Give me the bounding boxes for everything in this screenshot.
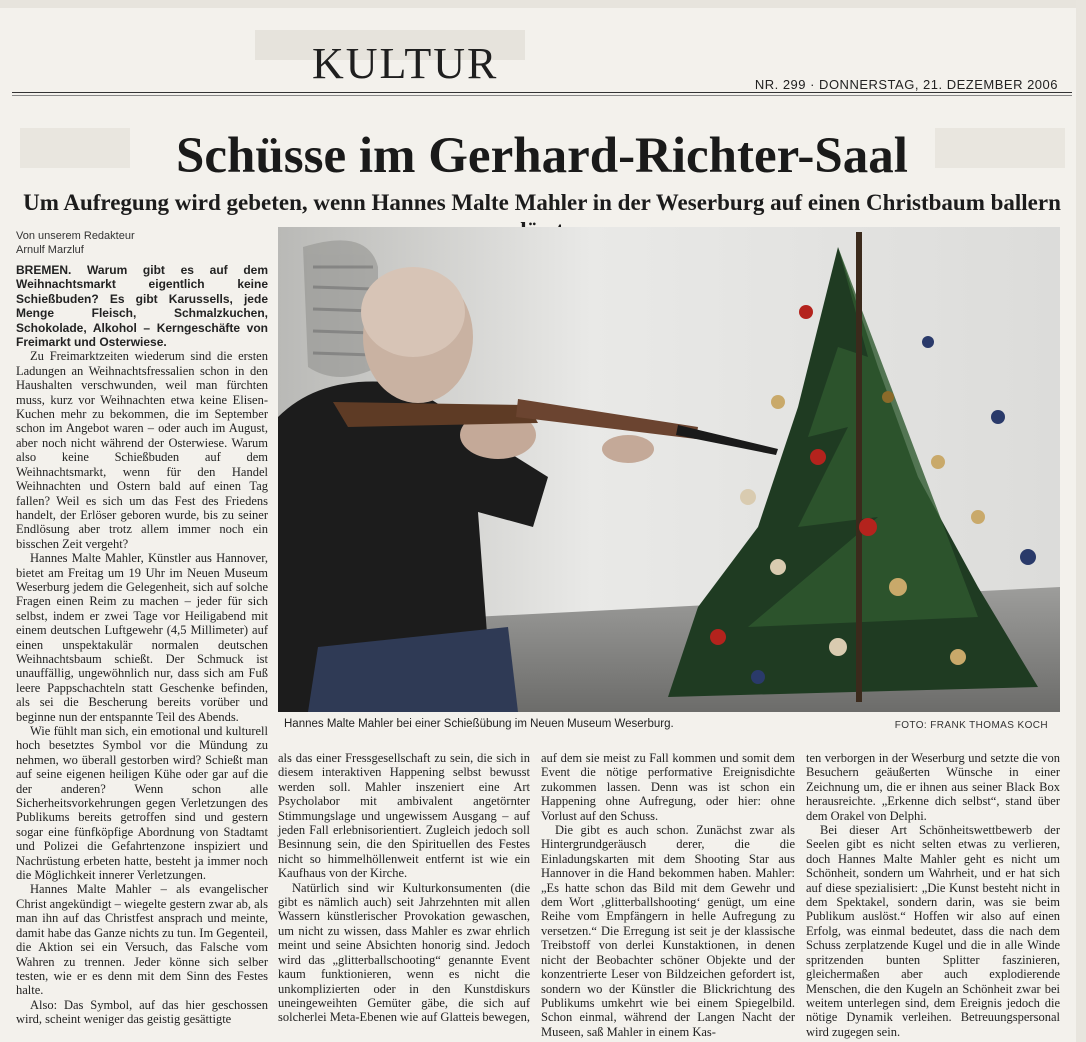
paragraph: Zu Freimarktzeiten wiederum sind die ersten Ladungen an Weihnachtsfressalien schon in den Haushalten verschwunden, weil man fürchten muss, kurz vor Weihnachten etwa keine Elisen-Kuchen mehr zu bekommen, die im September schon im Angebot waren – oder auch im August, aber noch nicht während der Osterwiese. Warum also keine Schießbuden auf dem Weihnachtsmarkt, wenn für den Handel Weihnachten und Ostern bald auf einen Tag fallen? Weil es sich um das Fest des Friedens handelt, der Erlöser geboren wurde, bis zu seiner Endlösung aber trotz allem immer noch ein bisschen Zeit vergeht? — [16, 349, 268, 551]
headline: Schüsse im Gerhard-Richter-Saal — [176, 128, 908, 184]
byline — [16, 229, 135, 257]
section-title: KULTUR — [312, 39, 499, 88]
subheadline: Um Aufregung wird gebeten, wenn Hannes Malte Mahler in der Weserburg auf einen Christbaum ballern — [23, 190, 1061, 215]
paragraph: Also: Das Symbol, auf das hier geschossen wird, scheint weniger das geistig gesättigte — [16, 997, 268, 1027]
paragraph: als das einer Fressgesellschaft zu sein, die sich in diesem interaktiven Happening selbst bewusst werden soll. Mahler inszeniert eine Art Psycholabor mit ambivalent angetörnter Stimmungslage und ungewissem Ausgang – auf jeden Fall erlebnisorientiert. Zugleich jedoch soll Besinnung sein, die den Spirituellen des Festes nicht so himmelhöllenweit entfernt ist wie ein Kaufhaus von der Kirche. — [278, 751, 530, 881]
dateline: BREMEN. — [16, 263, 72, 277]
paragraph: Natürlich sind wir Kulturkonsumenten (die gibt es nämlich auch) seit Jahrzehnten mit allen Wassern künstlerischer Provokation gewaschen, um nicht zu wissen, dass Mahler es zwar ehrlich meint und seine Absichten honorig sind. Jedoch wird das „glitterballschooting“ genannte Event kaum funktionieren, wenn es nicht die unkomplizierten oder in den Kunstdiskurs uneingeweihten Gemüter gäbe, die sich auf solcherlei Meta-Ebenen wie auf Glatteis bewegen, — [278, 880, 530, 1025]
paragraph: Hannes Malte Mahler – als evangelischer Christ angekündigt – wiegelte gestern zwar ab, als man ihn auf das Christfest ansprach und meinte, damit habe das Ganze nichts zu tun. Im Gegenteil, die Aktion sei ein Versuch, das Falsche vom Wahren zu trennen. Jeder könne sich selber testen, wie er es denn mit dem Sinn des Festes halte. — [16, 882, 269, 998]
paragraph: Hannes Malte Mahler, Künstler aus Hannover, bietet am Freitag um 19 Uhr im Neuen Museum Weserburg jedem die Gelegenheit, sich auf solche Fragen einen Reim zu machen – jeder für sich selbst, indem er zwei Tage vor Heiligabend mit einem deutschen Luftgewehr (4,5 Millimeter) auf einen unspektakulär normalen deutschen Weihnachtsbaum schießt. Der Schmuck ist unauffällig, ungewöhnlich nur, dass sich am Fuß leere Pappschachteln statt Geschenke befinden, als sei die Bescherung bereits vorüber und beginne nun der entspannte Teil des Abends. — [16, 551, 268, 724]
byline-role: Von unserem Redakteur — [16, 230, 135, 242]
photo-image — [278, 227, 1060, 712]
paragraph: Wie fühlt man sich, ein emotional und kulturell hoch besetztes Symbol vor die Mündung zu nehmen, wo überall gestorben wird? Schießt man auf seine eigenen heiligen Kühe oder gar auf die der anderen? Wenn schon alle Sicherheitsvorkehrungen gegen Verletzungen des Publikums bereits getroffen sind und gestern sogar eine fünfköpfige Abordnung von Stadtamt und Polizei die Gefahrtenzone inspiziert und Nachrüstung erbeten hatte, besteht ja immer noch die Möglichkeit innerer Verletzungen. — [16, 724, 268, 883]
article-column-3 — [541, 751, 795, 1039]
paragraph: ten verborgen in der Weserburg und setzte die von Besuchern geäußerten Wünsche in einer Zeichnung um, die er ihnen aus seiner Black Box herausreichte. „Erkenne dich selbst“, stand über dem Orakel von Delphi. — [806, 751, 1060, 823]
issue-date-line: NR. 299 · DONNERSTAG, 21. DEZEMBER 2006 — [754, 77, 1058, 92]
photo-credit: FOTO: FRANK THOMAS KOCH — [894, 720, 1048, 731]
paragraph: Bei dieser Art Schönheitswettbewerb der Seelen gibt es nicht selten etwas zu verlieren, doch Hannes Malte Mahler geht es nicht um Schönheit, sondern um Wahrheit, und er hat sich auf diese spezialisiert: „Die Kunst besteht nicht in dem Spektakel, sondern darin, was sie beim Publikum auslöst.“ Hoffen wir also auf einen Erfolg, was einmal bedeutet, dass die nach dem Schuss zerplatzende Kugel und die in alle Winde spritzenden bunten Splitter faszinieren, gleichermaßen aber auch explodierende Menschen, die den Kugeln an Schönheit zwar bei weitem unterlegen sind, dem Ereignis jedoch die nötige Dynamik verleihen. Betreuungspersonal wird zugegen sein. — [806, 823, 1060, 1039]
paragraph: auf dem sie meist zu Fall kommen und somit dem Event die nötige performative Ereignisdichte zukommen lassen. Denn was ist schon ein Happening ohne Aufregung, oder hier: ohne Vorlust auf den Schuss. — [541, 751, 795, 823]
header-rule-thin — [12, 95, 1072, 96]
article-photo — [278, 227, 1060, 712]
byline-author: Arnulf Marzluf — [16, 244, 84, 256]
photo-caption: Hannes Malte Mahler bei einer Schießübung im Neuen Museum Weserburg. — [284, 718, 674, 730]
lead-text: Warum gibt es auf dem Weihnachtsmarkt eigentlich keine Schießbuden? Es gibt Karussells, jede Menge Fleisch, Schmalzkuchen, Schokolade, Alkohol – Kerngeschäfte von Freimarkt und Osterwiese. — [16, 263, 268, 350]
article-column-4 — [806, 751, 1060, 1039]
article-column-1 — [16, 263, 268, 1027]
header-rule — [12, 92, 1072, 93]
lead-paragraph — [16, 263, 268, 349]
article-column-2 — [278, 751, 530, 1025]
paragraph: Die gibt es auch schon. Zunächst zwar als Hintergrundgeräusch derer, die die Einladungskarten mit dem Shooting Star aus Hannover in die Hand bekommen haben. Mahler: „Es hatte schon das Bild mit dem Gewehr und dem Wort ‚glitterballshooting‘ genügt, um eine Reihe vom Empfängern in helle Aufregung zu versetzen.“ Die Erregung ist seit je der klassische Treibstoff von derlei Kunstaktionen, in denen nicht der Beobachter schöner Objekte und der konzentrierte Leser von Bildzeichen gefordert ist, sondern wo der Künstler die Blickrichtung des Publikums umkehrt wie bei einem Spiegelbild. Schon einmal, während der Langen Nacht der Museen, saß Mahler in einem Kas- — [541, 823, 795, 1039]
